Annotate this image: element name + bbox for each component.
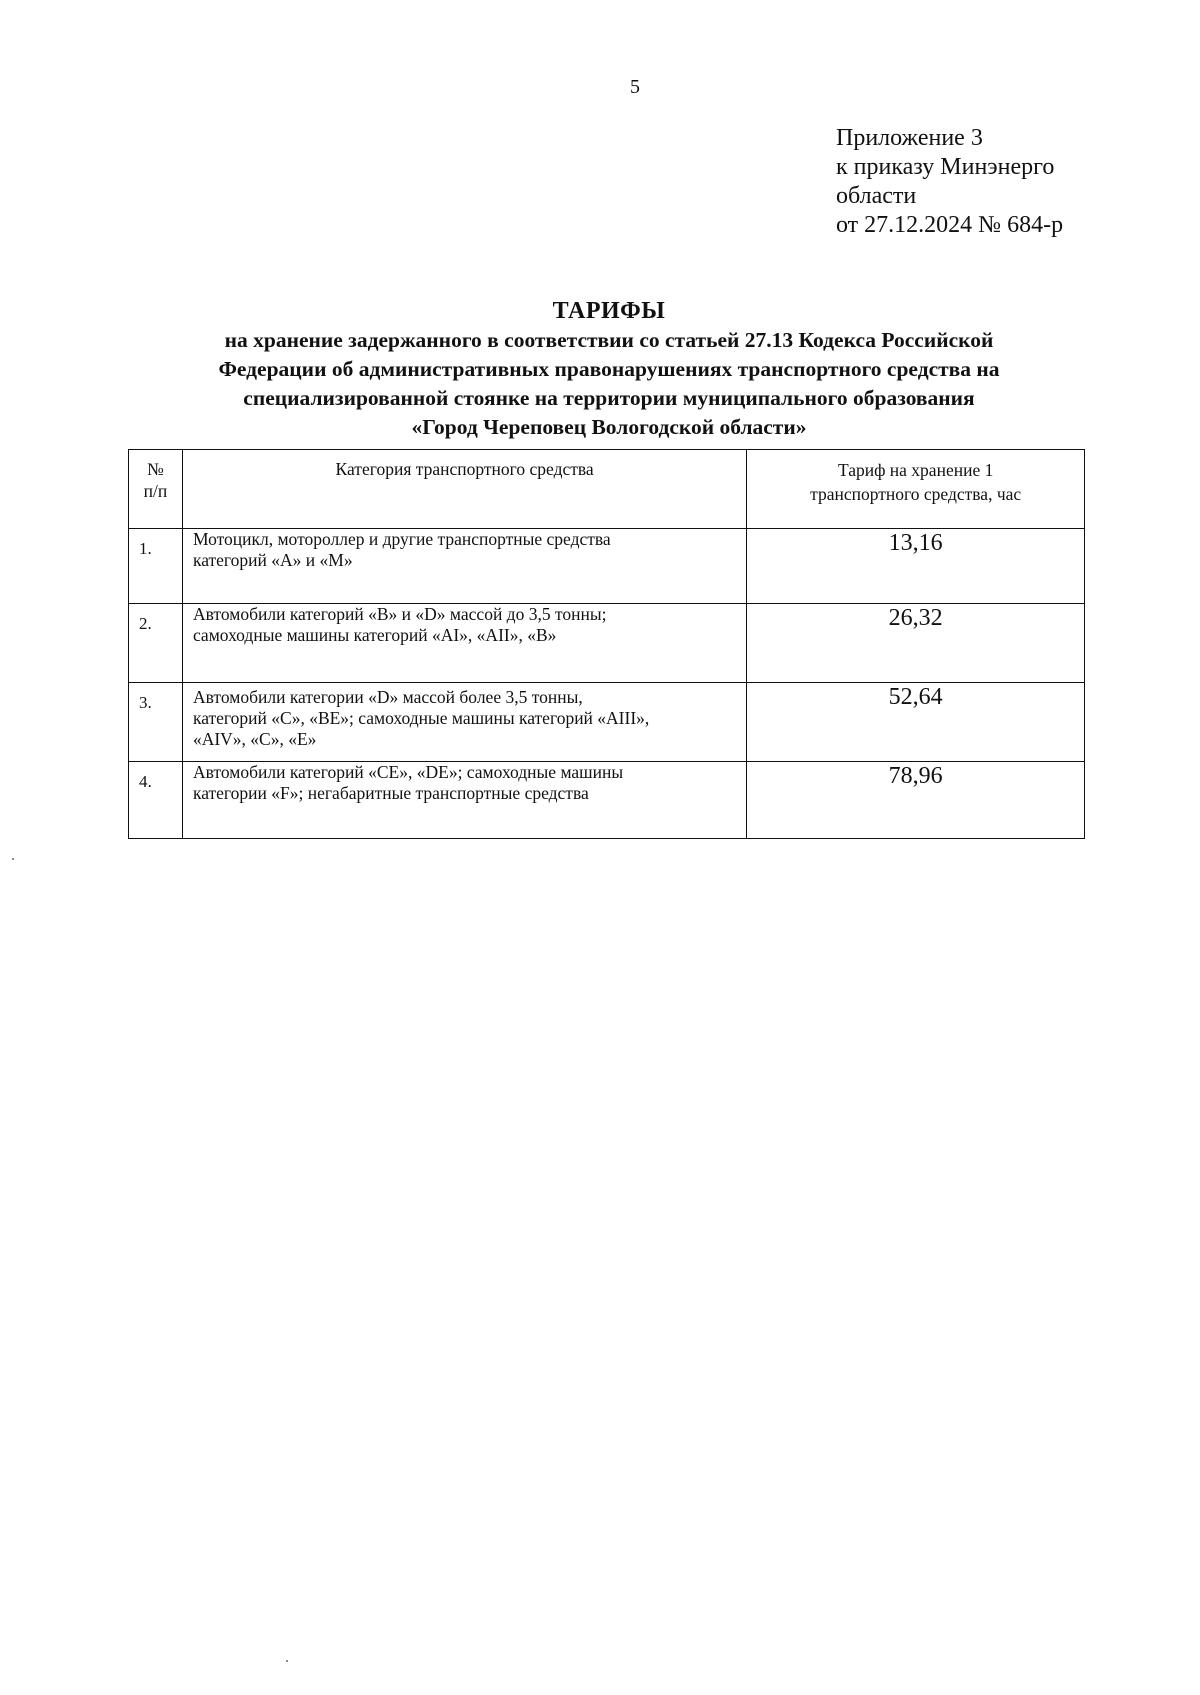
category-line: Автомобили категорий «В» и «D» массой до 3,5 тонны; bbox=[192, 604, 607, 624]
scan-speck bbox=[12, 858, 14, 860]
appendix-reference bbox=[836, 124, 1063, 240]
document-title-block bbox=[130, 296, 1088, 442]
subtitle-line: «Город Череповец Вологодской области» bbox=[411, 415, 807, 439]
category-line: категорий «А» и «М» bbox=[192, 550, 353, 570]
category-line: Автомобили категории «D» массой более 3,5 тонны, bbox=[192, 687, 583, 707]
header-number-symbol: № bbox=[147, 459, 164, 479]
table-row bbox=[129, 529, 1085, 604]
row-tariff: 13,16 bbox=[747, 529, 1085, 604]
category-line: категории «F»; негабаритные транспортные средства bbox=[192, 783, 589, 803]
category-line: Автомобили категорий «СЕ», «DE»; самоходные машины bbox=[192, 762, 624, 782]
appendix-line: от 27.12.2024 № 684-р bbox=[836, 212, 1064, 238]
document-subtitle bbox=[130, 326, 1088, 442]
category-line: «AIV», «С», «Е» bbox=[192, 729, 317, 749]
scan-speck bbox=[286, 1660, 288, 1662]
table-row bbox=[129, 762, 1085, 839]
row-category bbox=[182, 529, 746, 604]
subtitle-line: на хранение задержанного в соответствии со статьей 27.13 Кодекса Российской bbox=[224, 328, 994, 352]
category-line: Мотоцикл, мотороллер и другие транспортные средства bbox=[192, 529, 611, 549]
header-number-label: п/п bbox=[143, 481, 168, 501]
category-line: самоходные машины категорий «AI», «AII», «В» bbox=[192, 625, 557, 645]
appendix-line: к приказу Минэнерго bbox=[836, 154, 1055, 180]
row-number: 3. bbox=[129, 683, 183, 762]
header-number bbox=[129, 450, 183, 529]
header-category: Категория транспортного средства bbox=[182, 450, 746, 529]
appendix-line: области bbox=[836, 183, 917, 209]
row-category bbox=[182, 604, 746, 683]
row-category bbox=[182, 683, 746, 762]
row-tariff: 26,32 bbox=[747, 604, 1085, 683]
appendix-line: Приложение 3 bbox=[836, 125, 983, 151]
tariffs-table bbox=[128, 449, 1085, 839]
table-row bbox=[129, 604, 1085, 683]
row-tariff: 52,64 bbox=[747, 683, 1085, 762]
row-number: 2. bbox=[129, 604, 183, 683]
category-line: категорий «С», «ВЕ»; самоходные машины категорий «AIII», bbox=[192, 708, 650, 728]
header-tariff-line: Тариф на хранение 1 bbox=[837, 460, 994, 480]
row-category bbox=[182, 762, 746, 839]
subtitle-line: Федерации об административных правонарушениях транспортного средства на bbox=[218, 357, 1000, 381]
row-tariff: 78,96 bbox=[747, 762, 1085, 839]
row-number: 4. bbox=[129, 762, 183, 839]
header-tariff bbox=[747, 450, 1085, 529]
table-header-row bbox=[129, 450, 1085, 529]
subtitle-line: специализированной стоянке на территории муниципального образования bbox=[243, 386, 975, 410]
table-row bbox=[129, 683, 1085, 762]
page-number: 5 bbox=[630, 76, 640, 98]
row-number: 1. bbox=[129, 529, 183, 604]
document-title: ТАРИФЫ bbox=[552, 298, 666, 324]
header-tariff-line: транспортного средства, час bbox=[810, 484, 1022, 504]
